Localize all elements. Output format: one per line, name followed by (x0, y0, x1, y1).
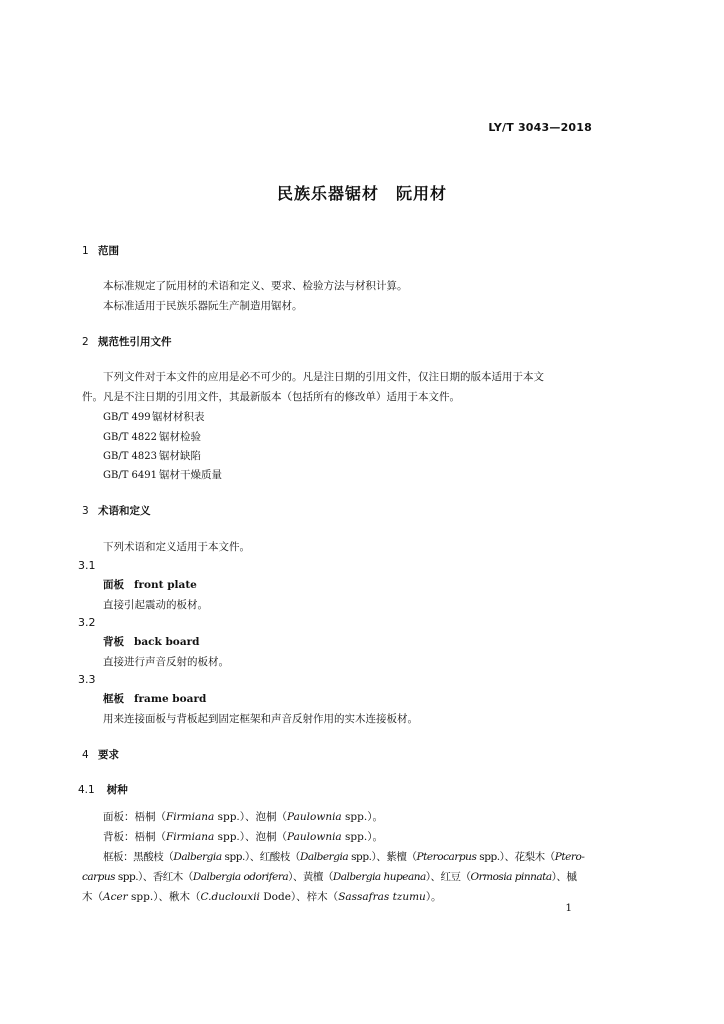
species-front-plate (103, 809, 383, 824)
text: 木（ (82, 891, 103, 903)
term-en: frame board (134, 693, 207, 705)
standard-number: LY/T 3043—2018 (488, 121, 592, 134)
section-title: 要求 (98, 749, 119, 761)
latin-name: Dalbergia (173, 851, 222, 863)
latin-name: Sassafras tzumu (338, 891, 426, 903)
term-cn: 面板 (103, 579, 124, 591)
reference-item (103, 429, 201, 444)
clause-number: 3.3 (78, 673, 96, 686)
paragraph: 下列术语和定义适用于本文件。 (103, 541, 250, 553)
text: ）。 (425, 891, 442, 903)
section-title: 范围 (98, 245, 119, 257)
reference-title: 锯材检验 (159, 431, 201, 443)
reference-code: GB/T 4823 (103, 451, 158, 462)
latin-name: C.duclouxii (200, 891, 260, 903)
text: 面板：梧桐（ (103, 811, 166, 823)
reference-code: GB/T 4822 (103, 432, 158, 443)
section-1-heading (82, 243, 119, 258)
subclause-heading (78, 782, 128, 797)
text: spp.）、泡桐（ (214, 831, 288, 843)
term-definition: 用来连接面板与背板起到固定框架和声音反射作用的实木连接板材。 (103, 713, 418, 725)
latin-name: Ormosia pinnata (470, 871, 552, 883)
paragraph: 本标准规定了阮用材的术语和定义、要求、检验方法与材积计算。 (103, 280, 408, 292)
term-cn: 背板 (103, 636, 124, 648)
term-cn: 框板 (103, 693, 124, 705)
reference-title: 锯材材积表 (152, 411, 205, 423)
section-number: 1 (82, 245, 89, 257)
clause-number: 3.1 (78, 559, 96, 572)
species-frame-board-line-1 (103, 849, 584, 864)
term-en: front plate (134, 579, 197, 591)
reference-code: GB/T 6491 (103, 470, 158, 481)
section-title: 规范性引用文件 (98, 336, 172, 348)
text: 背板：梧桐（ (103, 831, 166, 843)
text: spp.）、花梨木（ (476, 851, 555, 863)
section-title: 术语和定义 (98, 505, 151, 517)
term-entry (103, 691, 206, 706)
latin-name: Paulownia (287, 811, 342, 823)
text: spp.）。 (341, 831, 383, 843)
text: ）、槭 (551, 871, 577, 883)
document-title: 民族乐器锯材 阮用材 (276, 184, 447, 203)
reference-item (103, 467, 222, 482)
text: 框板：黑酸枝（ (103, 851, 174, 863)
latin-name: Firmiana (166, 831, 215, 843)
latin-name: Acer (103, 891, 128, 903)
term-en: back board (134, 636, 200, 648)
latin-name: Dalbergia odorifera (192, 871, 289, 883)
subclause-title: 树种 (106, 784, 128, 796)
page-number: 1 (565, 902, 572, 914)
latin-name: Paulownia (287, 831, 342, 843)
text: spp.）、楸木（ (127, 891, 201, 903)
latin-name: Pterocarpus (416, 851, 477, 863)
text: ）、黄檀（ (288, 871, 333, 883)
section-number: 2 (82, 336, 89, 348)
term-definition: 直接引起震动的板材。 (103, 599, 208, 611)
paragraph: 下列文件对于本文件的应用是必不可少的。凡是注日期的引用文件，仅注日期的版本适用于本文 (103, 371, 544, 383)
text: spp.）。 (341, 811, 383, 823)
reference-title: 锯材缺陷 (159, 450, 201, 462)
subclause-number: 4.1 (78, 784, 95, 796)
paragraph: 件。凡是不注日期的引用文件，其最新版本（包括所有的修改单）适用于本文件。 (82, 391, 460, 403)
term-entry (103, 577, 197, 592)
reference-title: 锯材干燥质量 (159, 469, 222, 481)
latin-name: Dalbergia (299, 851, 349, 863)
latin-name: Firmiana (166, 811, 215, 823)
text: ）、红豆（ (425, 871, 471, 883)
section-number: 4 (82, 749, 89, 761)
latin-name: carpus (82, 871, 116, 883)
text: spp.）、紫檀（ (348, 851, 417, 863)
latin-name: Ptero- (554, 851, 585, 863)
species-back-board (103, 829, 383, 844)
section-3-heading (82, 503, 151, 518)
term-definition: 直接进行声音反射的板材。 (103, 656, 229, 668)
section-number: 3 (82, 505, 89, 517)
latin-name: Dalbergia hupeana (332, 871, 426, 883)
text: Dode）、梓木（ (259, 891, 339, 903)
paragraph: 本标准适用于民族乐器阮生产制造用锯材。 (103, 300, 303, 312)
term-entry (103, 634, 200, 649)
clause-number: 3.2 (78, 616, 96, 629)
section-4-heading (82, 747, 119, 762)
reference-code: GB/T 499 (103, 412, 151, 423)
reference-item (103, 409, 205, 424)
text: spp.）、红酸枝（ (221, 851, 300, 863)
text: spp.）、香红木（ (115, 871, 193, 883)
reference-item (103, 448, 201, 463)
species-frame-board-line-2 (82, 869, 576, 884)
species-frame-board-line-3 (82, 889, 442, 904)
section-2-heading (82, 334, 172, 349)
text: spp.）、泡桐（ (214, 811, 288, 823)
